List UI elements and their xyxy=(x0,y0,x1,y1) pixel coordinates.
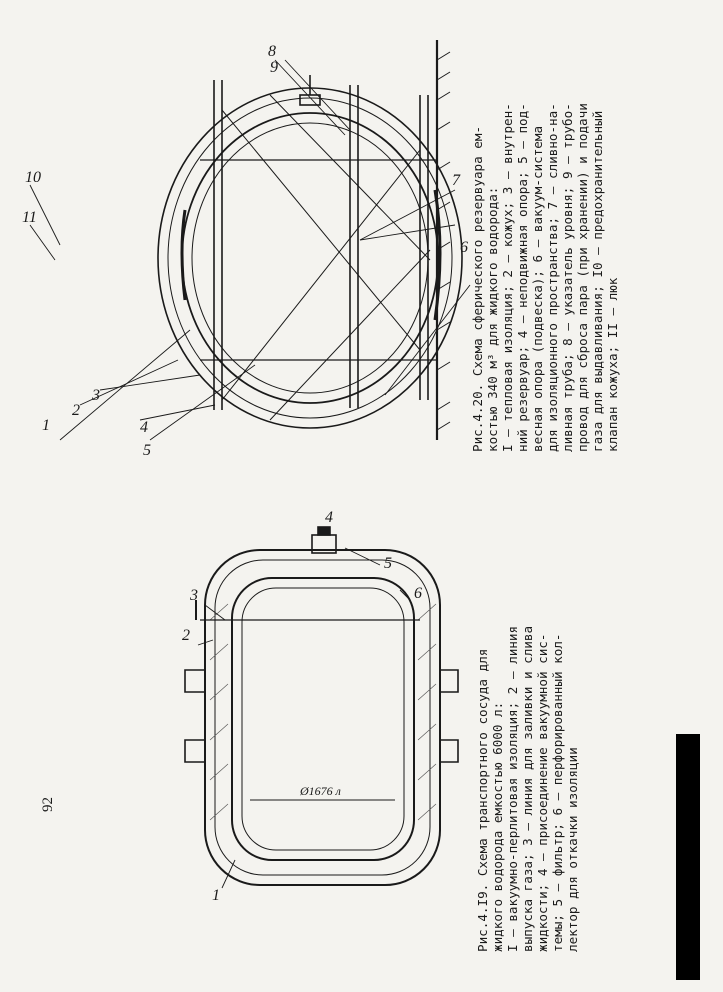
fig20-label-10: 10 xyxy=(25,169,41,186)
fig19-caption-line: I – вакуумно-перлитовая изоляция; 2 – линия xyxy=(505,625,520,952)
fig20-label-1: 1 xyxy=(42,417,50,434)
fig20-label-8: 8 xyxy=(268,43,276,60)
fig19-label-5: 5 xyxy=(384,555,392,572)
fig19-caption xyxy=(475,626,580,952)
fig20-caption-line: ливная труба; 8 – указатель уровня; 9 – трубо- xyxy=(560,103,575,452)
fig19-caption-line: темы; 5 – фильтр; 6 – перфорированный кол- xyxy=(550,633,565,952)
fig20-caption-line: провод для сброса пара (при хранении) и подачи xyxy=(575,103,590,452)
fig20-caption-line: весная опора (подвеска); 6 – вакуум-система xyxy=(530,125,545,452)
fig20-label-9: 9 xyxy=(270,59,278,76)
fig19-caption-line: жидкости; 4 – присоединение вакуумной сис- xyxy=(535,633,550,952)
fig20-label-3: 3 xyxy=(92,387,100,404)
fig20-label-11: 11 xyxy=(22,209,37,226)
fig19-caption-line: жидкого водорода емкостью 6000 л: xyxy=(490,701,505,952)
fig19-label-2: 2 xyxy=(182,627,190,644)
fig20-label-4: 4 xyxy=(140,419,148,436)
fig20-label-6: 6 xyxy=(460,239,468,256)
fig20-caption-line: для изоляционного пространства; 7 – сливно-на- xyxy=(545,103,560,452)
fig19-caption-line: лектор для откачки изоляции xyxy=(565,747,580,952)
fig20-caption-line: газа для выдавливания; I0 – предохранительный xyxy=(590,110,605,452)
fig20-label-7: 7 xyxy=(452,172,460,189)
page-number: 92 xyxy=(40,797,56,812)
fig19-label-3: 3 xyxy=(190,587,198,604)
fig19-label-6: 6 xyxy=(414,585,422,602)
fig20-label-5: 5 xyxy=(143,442,151,459)
fig20-caption-line: Рис.4.20. Схема сферического резервуара ем- xyxy=(470,125,485,452)
scan-edge-bar xyxy=(676,734,700,980)
fig20-label-2: 2 xyxy=(72,402,80,419)
fig20-caption-line: костью 340 м³ для жидкого водорода: xyxy=(485,186,500,452)
fig20-caption xyxy=(470,103,620,452)
fig19-dimension: Ø1676 л xyxy=(300,784,341,798)
fig20-caption-line: I – тепловая изоляция; 2 – кожух; 3 – внутрен- xyxy=(500,103,515,452)
fig19-caption-line: Рис.4.I9. Схема транспортного сосуда для xyxy=(475,648,490,952)
fig20-caption-line: ний резервуар; 4 – неподвижная опора; 5 – под- xyxy=(515,103,530,452)
fig20-caption-line: клапан кожуха; II – люк xyxy=(605,277,620,452)
outer-vessel-shape xyxy=(205,550,440,885)
fig19-caption-line: выпуска газа; 3 – линия для заливки и слива xyxy=(520,625,535,952)
fig19-label-4: 4 xyxy=(325,509,333,526)
fig19-label-1: 1 xyxy=(212,887,220,904)
